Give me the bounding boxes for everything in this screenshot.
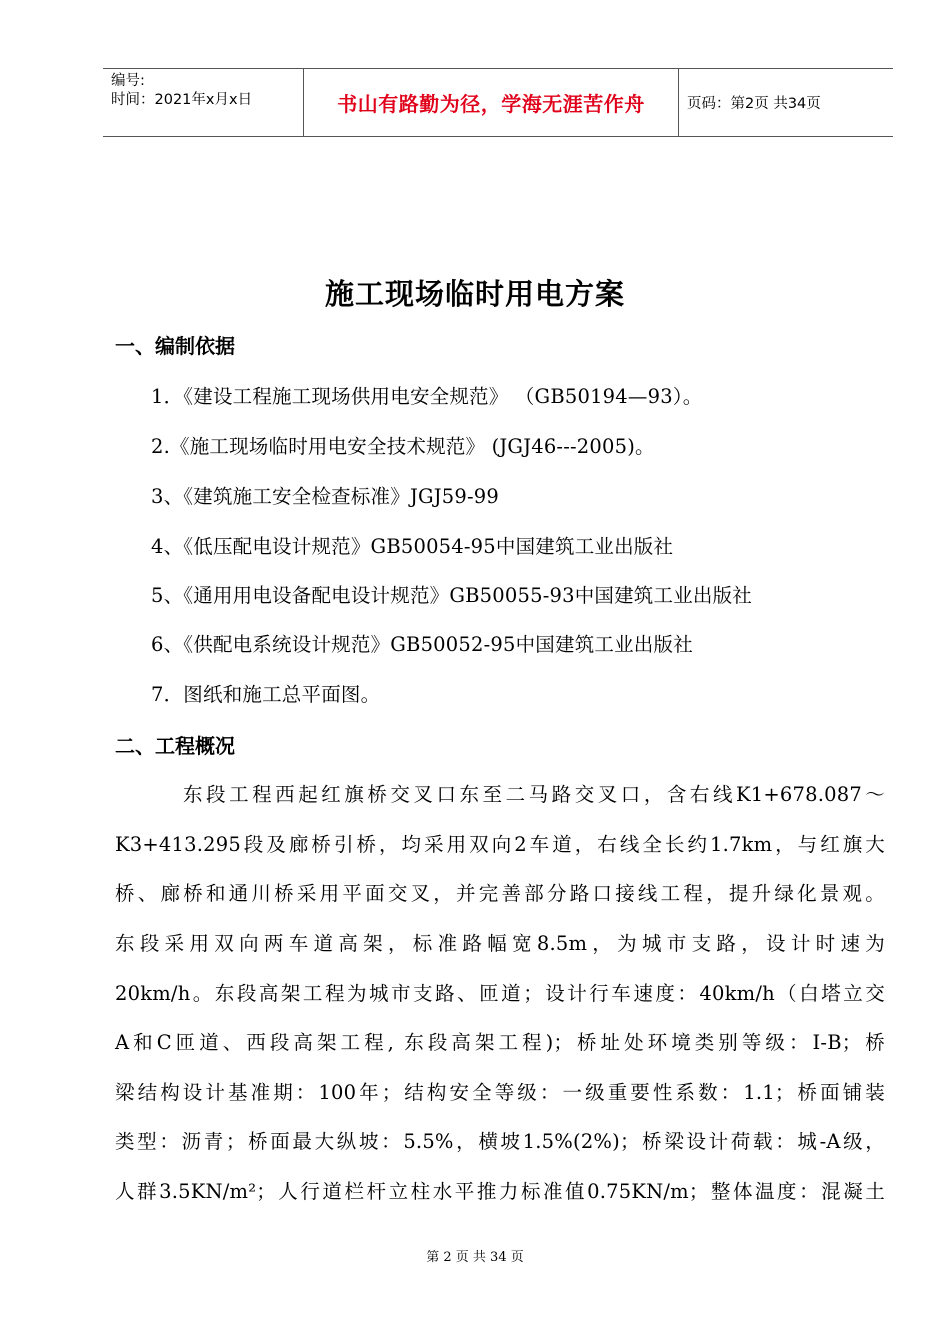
reference-item: 1．《建设工程施工现场供用电安全规范》 （GB50194—93）。 <box>151 385 703 408</box>
header-meta-cell <box>103 69 303 136</box>
header-motto-cell <box>303 69 679 136</box>
overview-paragraph-line: 桥、廊桥和通川桥采用平面交叉，并完善部分路口接线工程，提升绿化景观。 <box>115 882 885 905</box>
overview-paragraph-line: 东段工程西起红旗桥交叉口东至二马路交叉口，含右线K1+678.087～ <box>183 783 885 806</box>
page-footer: 第 2 页 共 34 页 <box>426 1250 524 1265</box>
reference-item: 6、《供配电系统设计规范》GB50052-95中国建筑工业出版社 <box>151 633 693 656</box>
header-page-cell <box>679 69 893 136</box>
reference-item: 7．图纸和施工总平面图。 <box>151 683 381 706</box>
header-motto: 书山有路勤为径，学海无涯苦作舟 <box>337 92 645 116</box>
overview-paragraph-line: 类型：沥青；桥面最大纵坡：5.5%，横坡1.5%(2%)；桥梁设计荷载：城-A级， <box>115 1130 885 1153</box>
document-date: 时间：2021年x月x日 <box>111 92 253 108</box>
page-header <box>103 68 893 137</box>
reference-item: 5、《通用用电设备配电设计规范》GB50055-93中国建筑工业出版社 <box>151 584 752 607</box>
section-heading-overview: 二、工程概况 <box>115 734 235 758</box>
overview-paragraph-line: 梁结构设计基准期：100年；结构安全等级：一级重要性系数：1.1；桥面铺装 <box>115 1081 885 1104</box>
header-page-info: 页码：第2页 共34页 <box>687 96 821 112</box>
reference-item: 3、《建筑施工安全检查标准》JGJ59-99 <box>151 485 499 508</box>
reference-item: 2.《施工现场临时用电安全技术规范》 (JGJ46---2005)。 <box>151 435 655 458</box>
document-title: 施工现场临时用电方案 <box>324 277 625 311</box>
overview-paragraph-line: 20km/h。东段高架工程为城市支路、匝道；设计行车速度：40km/h（白塔立交 <box>115 982 885 1005</box>
overview-paragraph-line: K3+413.295段及廊桥引桥，均采用双向2车道，右线全长约1.7km，与红旗大 <box>115 833 885 856</box>
overview-paragraph-line: 人群3.5KN/m²；人行道栏杆立柱水平推力标准值0.75KN/m；整体温度：混凝土 <box>115 1180 885 1203</box>
overview-paragraph-line: A和C匝道、西段高架工程, 东段高架工程)；桥址处环境类别等级：I-B；桥 <box>115 1031 885 1054</box>
section-heading-basis: 一、编制依据 <box>115 334 235 358</box>
reference-item: 4、《低压配电设计规范》GB50054-95中国建筑工业出版社 <box>151 535 674 558</box>
overview-paragraph-line: 东段采用双向两车道高架，标准路幅宽8.5m，为城市支路，设计时速为 <box>115 932 885 955</box>
document-number-label: 编号: <box>111 73 145 89</box>
